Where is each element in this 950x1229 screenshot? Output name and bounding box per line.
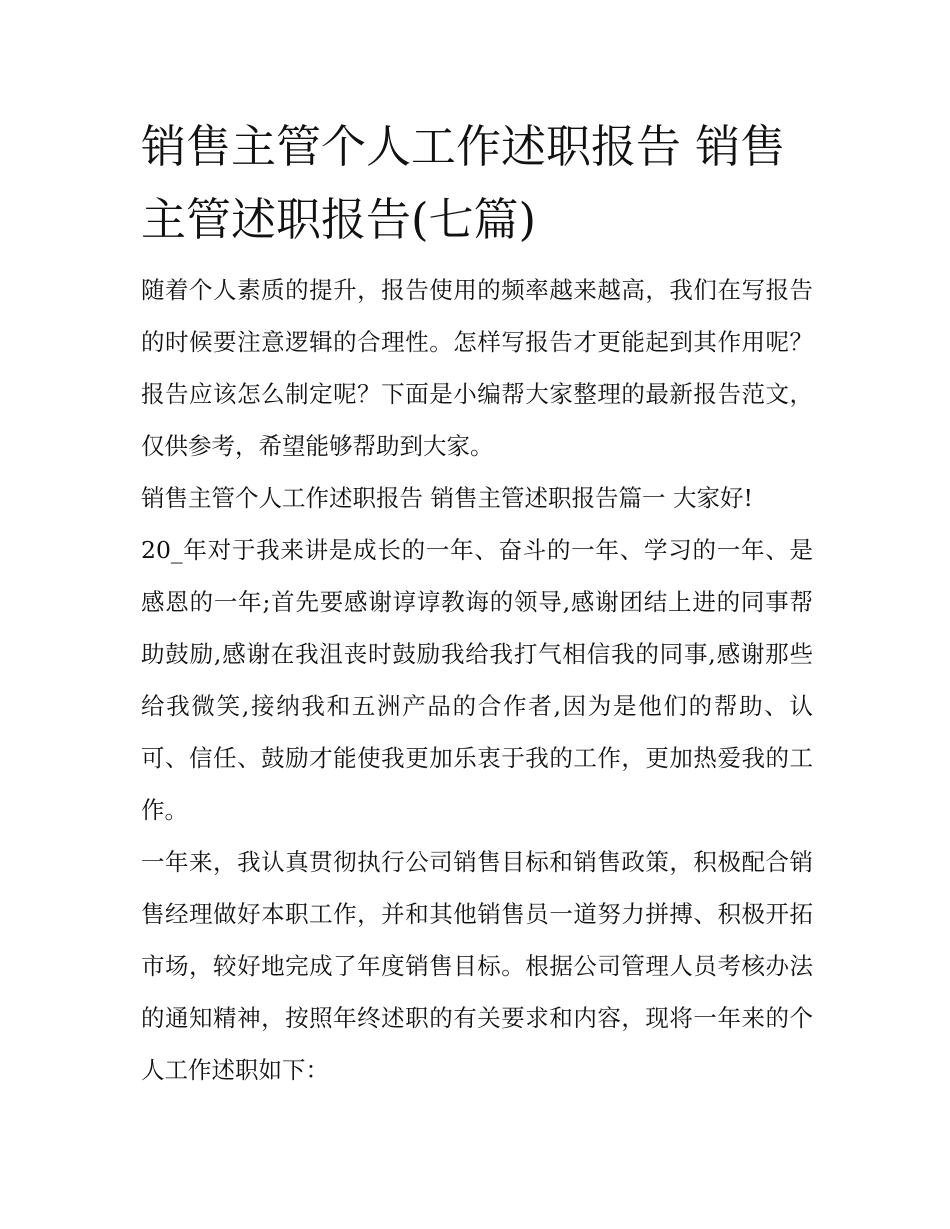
summary-paragraph: 一年来，我认真贯彻执行公司销售目标和销售政策，积极配合销售经理做好本职工作，并和其他销售员一道努力拼搏、积极开拓市场，较好地完成了年度销售目标。根据公司管理人员考核办法的通知精神，按照年终述职的有关要求和内容，现将一年来的个人工作述职如下： (141, 848, 813, 1084)
document-title: 销售主管个人工作述职报告 销售主管述职报告(七篇) (141, 120, 786, 246)
intro-paragraph: 随着个人素质的提升，报告使用的频率越来越高，我们在写报告的时候要注意逻辑的合理性。怎样写报告才更能起到其作用呢？报告应该怎么制定呢？下面是小编帮大家整理的最新报告范文，仅供参考，希望能够帮助到大家。 (141, 276, 813, 460)
document-body (141, 110, 813, 1096)
section-heading-line: 销售主管个人工作述职报告 销售主管述职报告篇一 大家好! (141, 484, 753, 512)
gratitude-paragraph: 20_年对于我来讲是成长的一年、奋斗的一年、学习的一年、是感恩的一年;首先要感谢谆谆教诲的领导,感谢团结上进的同事帮助鼓励,感谢在我沮丧时鼓励我给我打气相信我的同事,感谢那些给我微笑,接纳我和五洲产品的合作者,因为是他们的帮助、认可、信任、鼓励才能使我更加乐衷于我的工作，更加热爱我的工作。 (141, 536, 813, 824)
